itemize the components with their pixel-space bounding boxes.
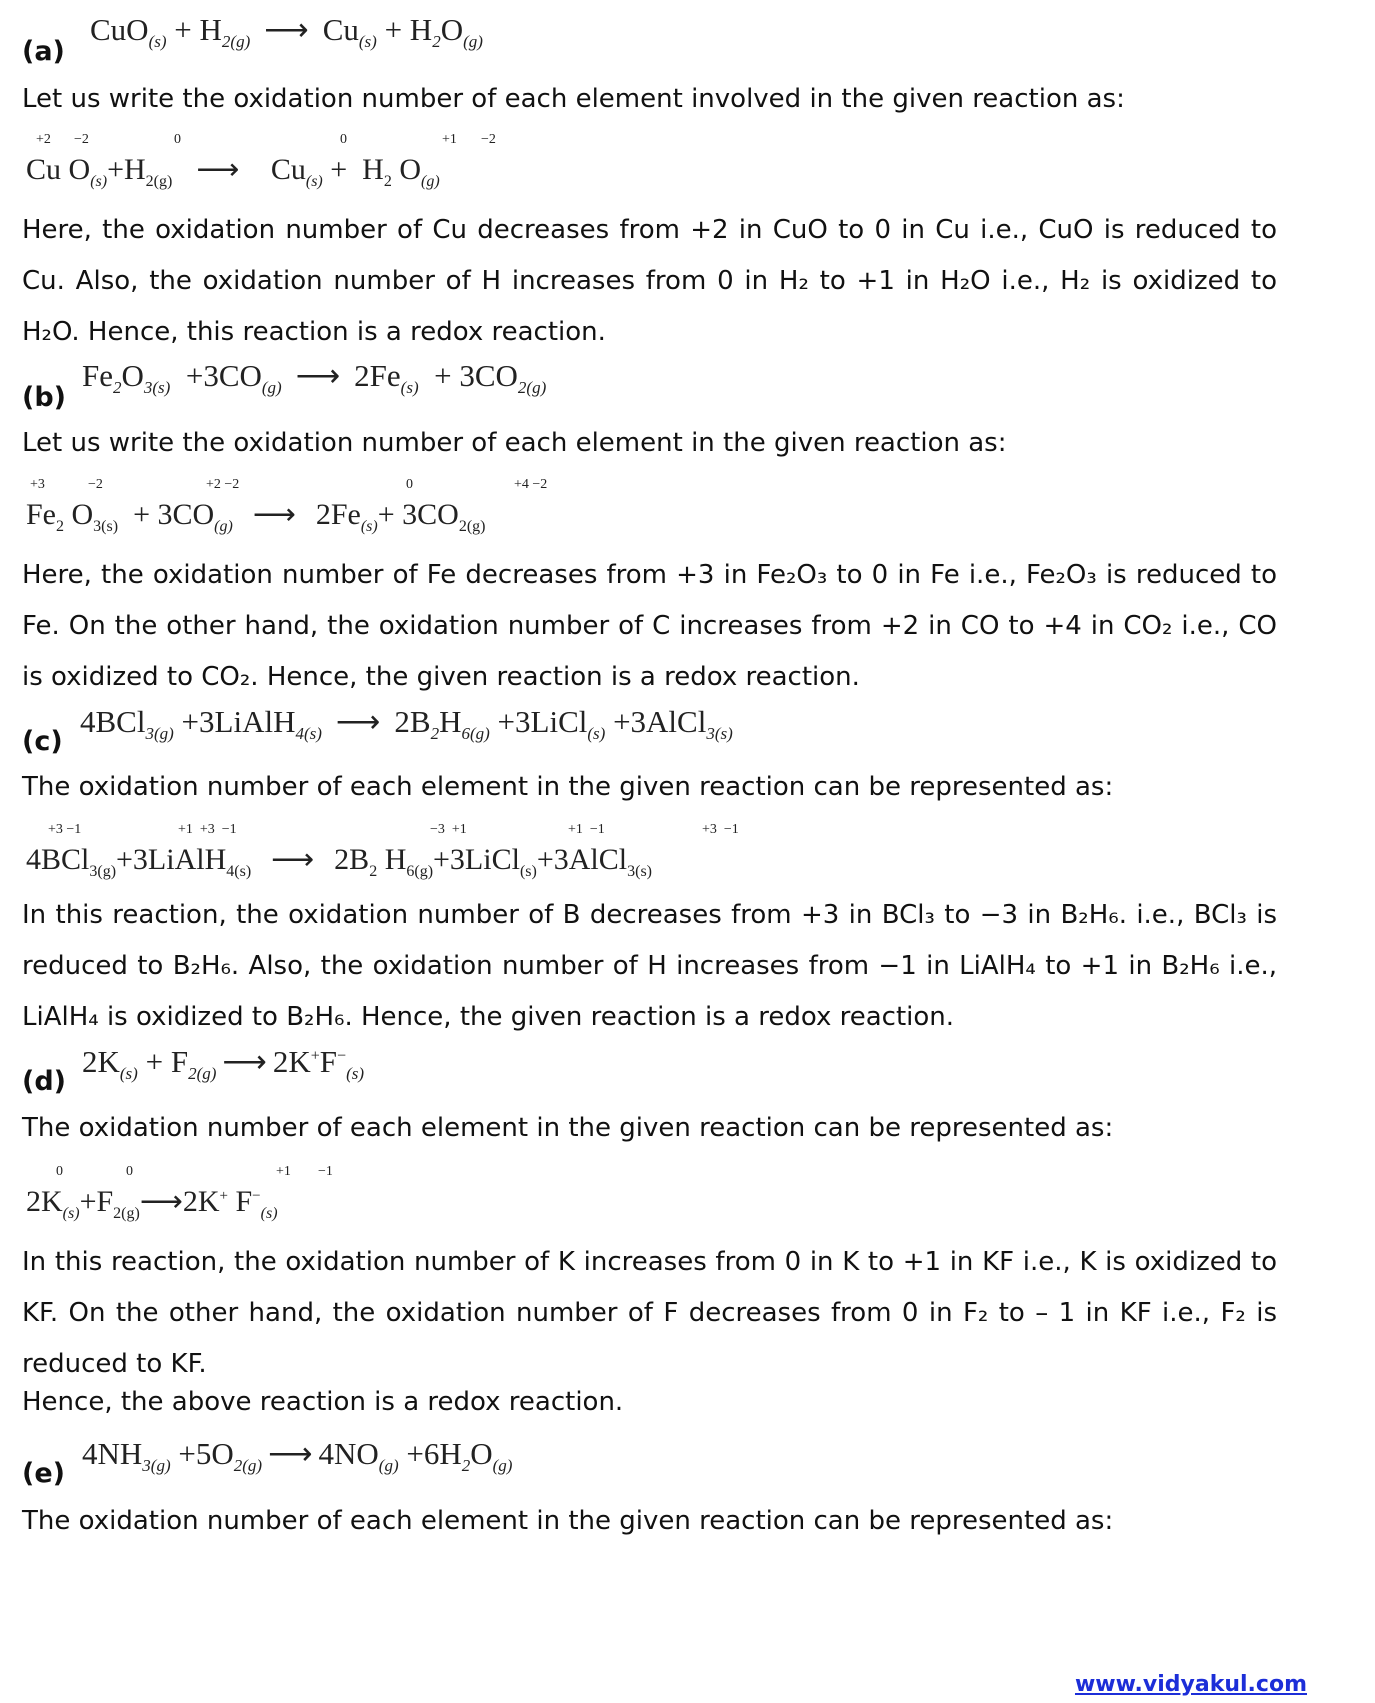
label-c: (c) xyxy=(22,726,63,757)
equation-a: $CuO_{(s)} + H_{2(g)}$ ⟶ $Cu_{(s)} + H_2O_{(g)}$ xyxy=(90,12,483,52)
equation-b: $Fe_2O_{3(s)} +3CO_{(g)}$ ⟶ $2Fe_{(s)} + 3CO_{2(g)}$ xyxy=(82,358,547,398)
intro-d: The oxidation number of each element in the given reaction can be represented as: xyxy=(22,1113,1114,1143)
oxidation-equation-a: +2 −2 0 0 +1 −2 Cu $O_{(s)}+H_{2(g)}$ ⟶ $Cu_{(s)} + H_2$ $O_{(g)}$ xyxy=(26,132,496,190)
explanation-b: Here, the oxidation number of Fe decreases from +3 in Fe₂O₃ to 0 in Fe i.e., Fe₂O₃ is reduced to Fe. On the other hand, the oxidation number of C increases from +2 in CO to +4 in CO₂ i.e., CO is oxidized to CO₂. Hence, the given reaction is a redox reaction. xyxy=(22,560,1277,692)
label-d: (d) xyxy=(22,1066,67,1097)
intro-a: Let us write the oxidation number of each element involved in the given reaction as: xyxy=(22,84,1125,114)
oxidation-equation-d: 0 0 +1 −1 $2K_{(s)}+F_{2(g)}⟶2K^+$ $F^-_{(s)}$ xyxy=(26,1164,333,1222)
label-b: (b) xyxy=(22,382,67,413)
equation-c: 4BCl$_{3(g)}$ +3LiAlH$_{4(s)}$ ⟶ $2B_2H_{6(g)}$ +3LiCl$_{(s)}$ +3AlCl$_{3(s)}$ xyxy=(80,704,733,744)
equation-d: $2K_{(s)} + F_{2(g)}$ ⟶ $2K^+F^-_{(s)}$ xyxy=(82,1044,365,1084)
explanation-a: Here, the oxidation number of Cu decreases from +2 in CuO to 0 in Cu i.e., CuO is reduced to Cu. Also, the oxidation number of H increases from 0 in H₂ to +1 in H₂O i.e., H₂ is oxidized to H₂O. Hence, this reaction is a redox reaction. xyxy=(22,215,1277,347)
explanation-c: In this reaction, the oxidation number of B decreases from +3 in BCl₃ to −3 in B₂H₆. i.e., BCl₃ is reduced to B₂H₆. Also, the oxidation number of H increases from −1 in LiAlH₄ to +1 in B₂H₆ i.e., LiAlH₄ is oxidized to B₂H₆. Hence, the given reaction is a redox reaction. xyxy=(22,900,1277,1032)
conclusion-d: Hence, the above reaction is a redox reaction. xyxy=(22,1387,624,1417)
oxidation-equation-c: +3 −1 +1 +3 −1 −3 +1 +1 −1 +3 −1 4BCl$_{3(g)}$+3LiAlH$_{4(s)}$ ⟶ $2B_2$ $H_{6(g)}+3LiCl_{(s)}+3AlCl_{3(s)}$ xyxy=(26,822,739,880)
intro-e: The oxidation number of each element in the given reaction can be represented as: xyxy=(22,1506,1114,1536)
intro-b: Let us write the oxidation number of each element in the given reaction as: xyxy=(22,428,1007,458)
label-e: (e) xyxy=(22,1458,65,1489)
label-a: (a) xyxy=(22,36,65,67)
oxidation-equation-b: +3 −2 +2 −2 0 +4 −2 $Fe_2$ $O_{3(s)} + 3CO_{(g)}$ ⟶ $2Fe_{(s)}+ 3CO_{2(g)}$ xyxy=(26,477,548,535)
vidyakul-link[interactable]: www.vidyakul.com xyxy=(1074,1672,1307,1697)
equation-e: $4NH_{3(g)} +5O_{2(g)}$ ⟶ $4NO_{(g)} +6H_2O_{(g)}$ xyxy=(82,1436,513,1476)
explanation-d: In this reaction, the oxidation number of K increases from 0 in K to +1 in KF i.e., K is oxidized to KF. On the other hand, the oxidation number of F decreases from 0 in F₂ to – 1 in KF i.e., F₂ is reduced to KF. xyxy=(22,1247,1277,1379)
intro-c: The oxidation number of each element in the given reaction can be represented as: xyxy=(22,772,1114,802)
